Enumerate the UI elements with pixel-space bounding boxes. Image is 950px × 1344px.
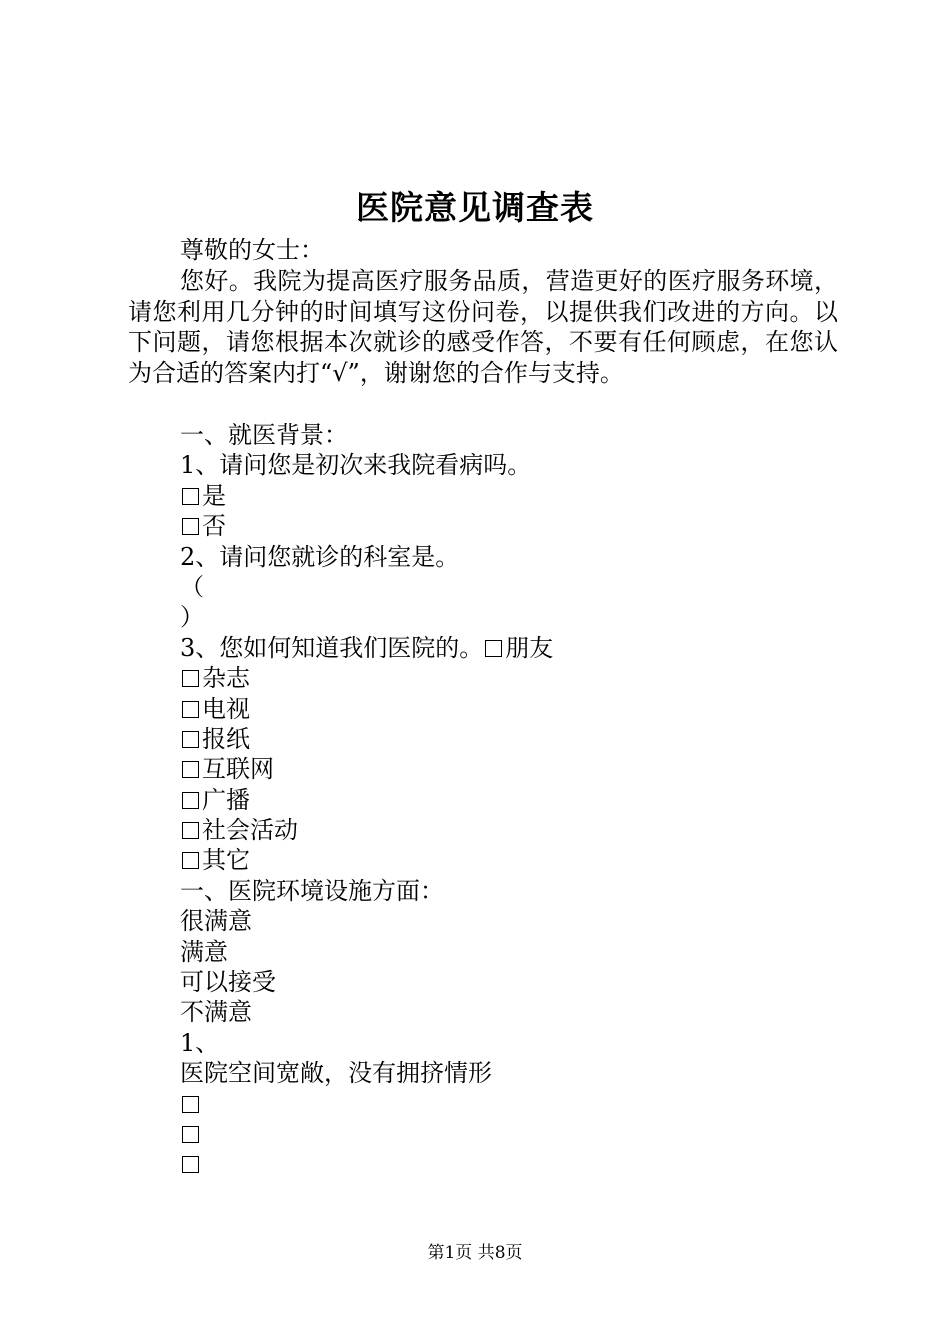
document-title: 医院意见调查表 bbox=[356, 188, 594, 227]
greeting: 尊敬的女士： bbox=[180, 236, 324, 264]
section-heading-environment: 一、医院环境设施方面： bbox=[180, 876, 444, 905]
checkbox-icon[interactable] bbox=[182, 1096, 199, 1113]
option-label: 朋友 bbox=[505, 633, 554, 662]
rating-checkbox-row[interactable] bbox=[180, 1089, 840, 1119]
question-1: 1、请问您是初次来我院看病吗。 bbox=[180, 451, 532, 480]
checkbox-icon[interactable] bbox=[182, 518, 199, 535]
option-magazine[interactable] bbox=[180, 663, 840, 693]
option-label: 广播 bbox=[202, 785, 250, 814]
option-label: 其它 bbox=[202, 846, 250, 875]
option-label: 社会活动 bbox=[202, 816, 298, 845]
rating-very-satisfied: 很满意 bbox=[180, 907, 252, 936]
checkbox-icon[interactable] bbox=[182, 761, 199, 778]
option-social-activity[interactable] bbox=[180, 815, 840, 845]
question-3-text: 3、您如何知道我们医院的。 bbox=[180, 633, 484, 662]
checkbox-icon[interactable] bbox=[182, 1156, 199, 1173]
option-label: 报纸 bbox=[202, 724, 250, 753]
option-label: 杂志 bbox=[202, 664, 250, 693]
checkbox-icon[interactable] bbox=[485, 640, 502, 657]
option-radio[interactable] bbox=[180, 785, 840, 815]
option-tv[interactable] bbox=[180, 694, 840, 724]
option-no[interactable] bbox=[180, 511, 840, 541]
intro-paragraph: 您好。我院为提高医疗服务品质，营造更好的医疗服务环境，请您利用几分钟的时间填写这份问卷，以提供我们改进的方向。以下问题，请您根据本次就诊的感受作答，不要有任何顾虑，在您认为合适的答案内打“√”，谢谢您的合作与支持。 bbox=[128, 267, 838, 387]
checkbox-icon[interactable] bbox=[182, 792, 199, 809]
rating-checkbox-row[interactable] bbox=[180, 1119, 840, 1149]
rating-satisfied: 满意 bbox=[180, 937, 228, 966]
rating-acceptable: 可以接受 bbox=[180, 968, 276, 997]
option-label: 否 bbox=[202, 512, 226, 541]
checkbox-icon[interactable] bbox=[182, 822, 199, 839]
survey-body bbox=[180, 420, 840, 1180]
option-internet[interactable] bbox=[180, 754, 840, 784]
question-3 bbox=[180, 633, 840, 663]
item-text: 医院空间宽敞，没有拥挤情形 bbox=[180, 1059, 492, 1088]
department-open-paren: （ bbox=[180, 572, 204, 601]
page-footer: 第1页 共8页 bbox=[427, 1243, 523, 1263]
rating-checkbox-row[interactable] bbox=[180, 1149, 840, 1179]
checkbox-icon[interactable] bbox=[182, 701, 199, 718]
checkbox-icon[interactable] bbox=[182, 1126, 199, 1143]
option-label: 互联网 bbox=[202, 755, 274, 784]
item-number: 1、 bbox=[180, 1028, 220, 1057]
option-yes[interactable] bbox=[180, 481, 840, 511]
option-newspaper[interactable] bbox=[180, 724, 840, 754]
checkbox-icon[interactable] bbox=[182, 731, 199, 748]
option-label: 是 bbox=[202, 481, 226, 510]
checkbox-icon[interactable] bbox=[182, 488, 199, 505]
section-heading-background: 一、就医背景： bbox=[180, 421, 348, 449]
rating-unsatisfied: 不满意 bbox=[180, 998, 252, 1027]
question-2: 2、请问您就诊的科室是。 bbox=[180, 542, 460, 571]
checkbox-icon[interactable] bbox=[182, 852, 199, 869]
option-other[interactable] bbox=[180, 845, 840, 875]
checkbox-icon[interactable] bbox=[182, 670, 199, 687]
option-label: 电视 bbox=[202, 694, 250, 723]
department-close-paren: ） bbox=[180, 603, 204, 632]
